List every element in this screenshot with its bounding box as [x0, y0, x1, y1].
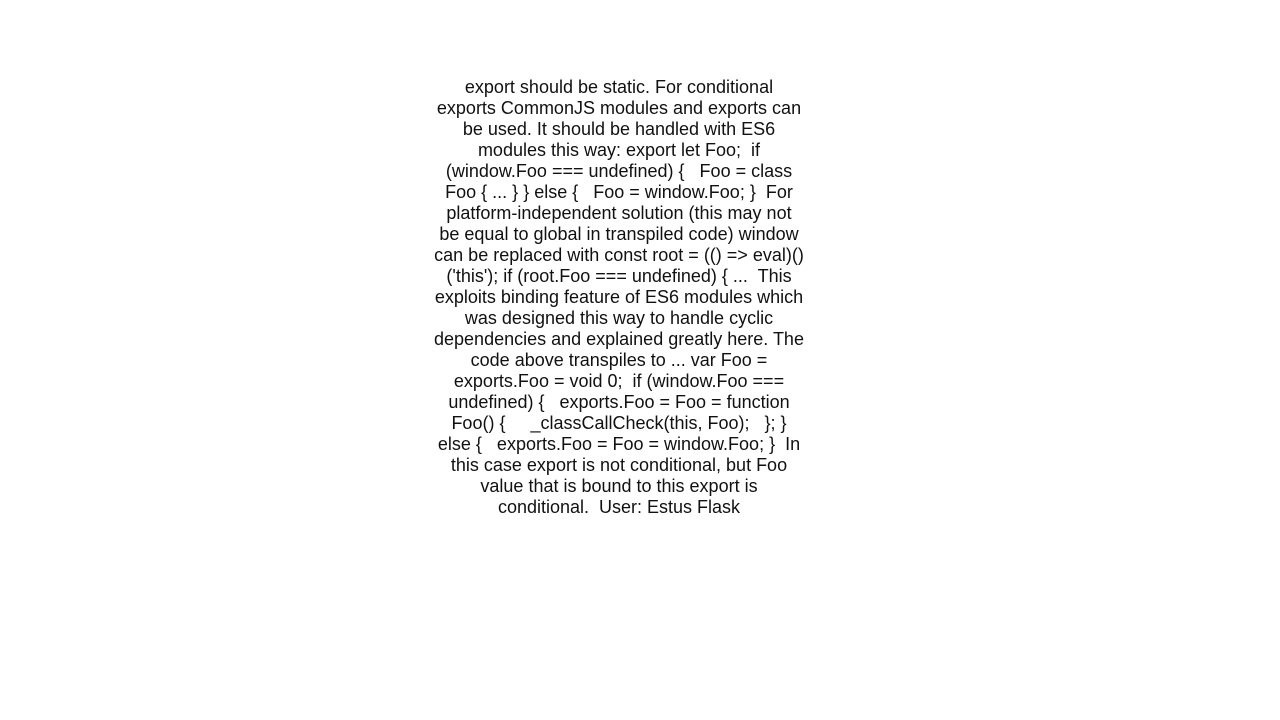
- answer-text: export should be static. For conditional exports CommonJS modules and exports can be used. It should be handled with ES6 modules this way: export let Foo; if (window.Foo === undefined) { Foo = class Foo { ... } } else { Foo = window.Foo; } For platform-independent solution (this may not be equal to global in transpiled code) window can be replaced with const root = (() => eval)()('this'); if (root.Foo === undefined) { ... This exploits binding feature of ES6 modules which was designed this way to handle cyclic dependencies and explained greatly here. The code above transpiles to ... var Foo = exports.Foo = void 0; if (window.Foo === undefined) { exports.Foo = Foo = function Foo() { _classCallCheck(this, Foo); }; } else { exports.Foo = Foo = window.Foo; } In this case export is not conditional, but Foo value that is bound to this export is conditional. User: Estus Flask: [434, 77, 809, 517]
